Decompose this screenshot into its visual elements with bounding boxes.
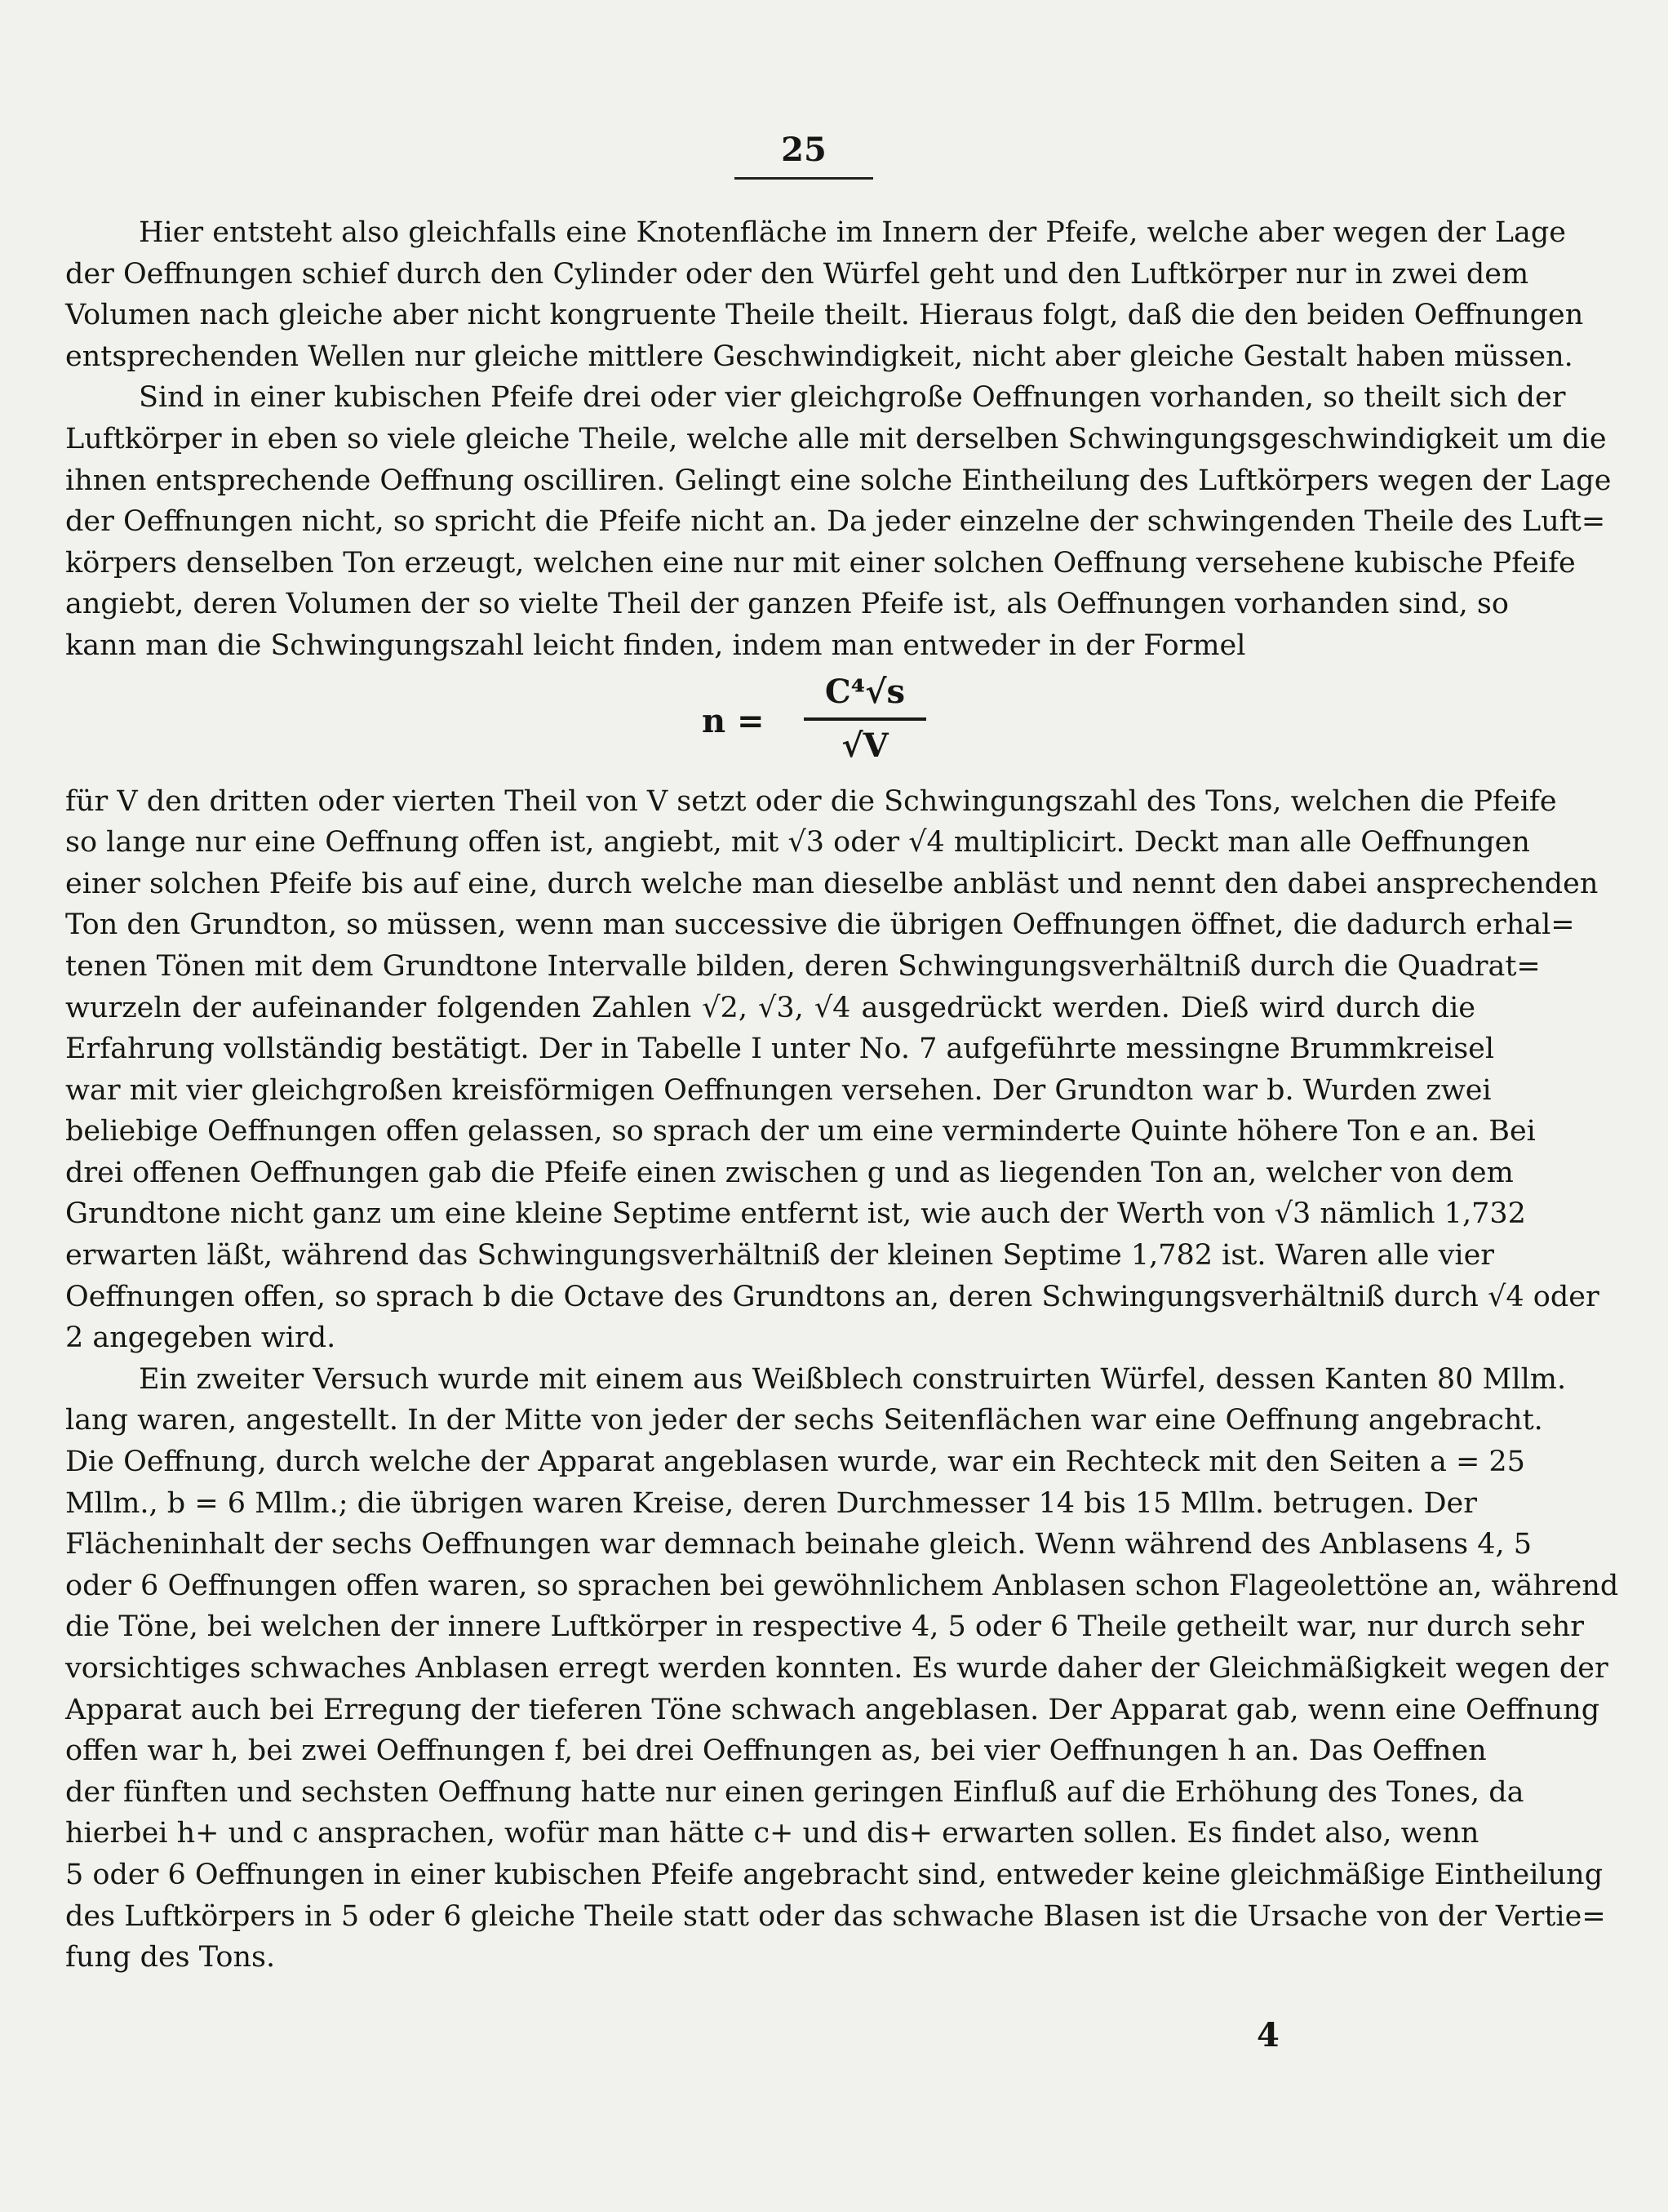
text-line: tenen Tönen mit dem Grundtone Intervalle bilden, deren Schwingungsverhältniß durch die Quadrat= xyxy=(65,949,1541,983)
text-line: die Töne, bei welchen der innere Luftkörper in respective 4, 5 oder 6 Theile getheilt war, nur durch sehr xyxy=(65,1610,1584,1644)
text-line: Volumen nach gleiche aber nicht kongruente Theile theilt. Hieraus folgt, daß die den beiden Oeffnungen xyxy=(65,299,1584,332)
text-line: Sind in einer kubischen Pfeife drei oder vier gleichgroße Oeffnungen vorhanden, so theilt sich der xyxy=(139,381,1566,415)
text-line: lang waren, angestellt. In der Mitte von jeder der sechs Seitenflächen war eine Oeffnung angebracht. xyxy=(65,1404,1543,1437)
text-line: beliebige Oeffnungen offen gelassen, so sprach der um eine verminderte Quinte höhere Ton e an. Bei xyxy=(65,1115,1536,1148)
text-line: für V den dritten oder vierten Theil von V setzt oder die Schwingungszahl des Tons, welchen die Pfeife xyxy=(65,784,1557,818)
text-line: vorsichtiges schwaches Anblasen erregt werden konnten. Es wurde daher der Gleichmäßigkeit wegen der xyxy=(65,1652,1608,1685)
formula-denominator: √V xyxy=(841,726,889,766)
text-line: Ton den Grundton, so müssen, wenn man successive die übrigen Oeffnungen öffnet, die dadurch erhal= xyxy=(65,908,1575,942)
text-line: hierbei h+ und c ansprachen, wofür man hätte c+ und dis+ erwarten sollen. Es findet also, wenn xyxy=(65,1817,1479,1850)
text-line: erwarten läßt, während das Schwingungsverhältniß der kleinen Septime 1,782 ist. Waren alle vier xyxy=(65,1239,1495,1273)
text-line: der Oeffnungen nicht, so spricht die Pfeife nicht an. Da jeder einzelne der schwingenden Theile des Luft= xyxy=(65,505,1606,539)
text-line: körpers denselben Ton erzeugt, welchen eine nur mit einer solchen Oeffnung versehene kubische Pfeife xyxy=(65,546,1576,580)
body-text xyxy=(65,212,1619,1979)
formula-numerator: C⁴√s xyxy=(804,672,926,722)
text-line: Grundtone nicht ganz um eine kleine Septime entfernt ist, wie auch der Werth von √3 nämlich 1,732 xyxy=(65,1197,1526,1231)
text-line: Hier entsteht also gleichfalls eine Knotenfläche im Innern der Pfeife, welche aber wegen der Lage xyxy=(139,216,1566,249)
text-line: fung des Tons. xyxy=(65,1941,276,1974)
text-line: Mllm., b = 6 Mllm.; die übrigen waren Kreise, deren Durchmesser 14 bis 15 Mllm. betrugen. Der xyxy=(65,1486,1478,1520)
text-line: Die Oeffnung, durch welche der Apparat angeblasen wurde, war ein Rechteck mit den Seiten a = 25 xyxy=(65,1446,1525,1479)
text-line: Apparat auch bei Erregung der tieferen Töne schwach angeblasen. Der Apparat gab, wenn eine Oeffnung xyxy=(65,1693,1600,1726)
text-line: so lange nur eine Oeffnung offen ist, angiebt, mit √3 oder √4 multiplicirt. Deckt man alle Oeffnungen xyxy=(65,826,1530,859)
signature-mark: 4 xyxy=(1257,2016,1280,2054)
text-line: der fünften und sechsten Oeffnung hatte nur einen geringen Einfluß auf die Erhöhung des Tones, da xyxy=(65,1775,1524,1809)
text-line: oder 6 Oeffnungen offen waren, so sprachen bei gewöhnlichem Anblasen schon Flageolettöne an, während xyxy=(65,1569,1619,1602)
text-line: Ein zweiter Versuch wurde mit einem aus Weißblech construirten Würfel, dessen Kanten 80 Mllm. xyxy=(139,1362,1567,1396)
text-line: Erfahrung vollständig bestätigt. Der in Tabelle I unter No. 7 aufgeführte messingne Brummkreisel xyxy=(65,1033,1495,1066)
text-line: Flächeninhalt der sechs Oeffnungen war demnach beinahe gleich. Wenn während des Anblasens 4, 5 xyxy=(65,1528,1532,1561)
text-line: wurzeln der aufeinander folgenden Zahlen √2, √3, √4 ausgedrückt werden. Dieß wird durch die xyxy=(65,991,1475,1024)
text-line: Oeffnungen offen, so sprach b die Octave des Grundtons an, deren Schwingungsverhältniß durch √4 oder xyxy=(65,1280,1599,1313)
text-line: einer solchen Pfeife bis auf eine, durch welche man dieselbe anbläst und nennt den dabei ansprechenden xyxy=(65,867,1599,900)
text-line: entsprechenden Wellen nur gleiche mittlere Geschwindigkeit, nicht aber gleiche Gestalt haben müssen. xyxy=(65,340,1573,373)
text-line: angiebt, deren Volumen der so vielte Theil der ganzen Pfeife ist, als Oeffnungen vorhanden sind, so xyxy=(65,588,1509,621)
text-line: Luftkörper in eben so viele gleiche Theile, welche alle mit derselben Schwingungsgeschwindigkeit um die xyxy=(65,422,1607,455)
formula xyxy=(65,667,1475,781)
text-line: offen war h, bei zwei Oeffnungen f, bei drei Oeffnungen as, bei vier Oeffnungen h an. Das Oeffnen xyxy=(65,1735,1487,1768)
text-line: kann man die Schwingungszahl leicht finden, indem man entweder in der Formel xyxy=(65,629,1246,662)
text-line: der Oeffnungen schief durch den Cylinder oder den Würfel geht und den Luftkörper nur in zwei dem xyxy=(65,257,1529,291)
text-line: 2 angegeben wird. xyxy=(65,1321,336,1355)
text-line: ihnen entsprechende Oeffnung oscilliren. Gelingt eine solche Eintheilung des Luftkörpers wegen der Lage xyxy=(65,464,1612,497)
formula-fraction xyxy=(804,672,926,767)
text-line: 5 oder 6 Oeffnungen in einer kubischen Pfeife angebracht sind, entweder keine gleichmäßige Eintheilung xyxy=(65,1858,1604,1891)
text-line: des Luftkörpers in 5 oder 6 gleiche Theile statt oder das schwache Blasen ist die Ursache von der Vertie= xyxy=(65,1899,1606,1933)
page-number: 25 xyxy=(734,131,873,180)
text-line: war mit vier gleichgroßen kreisförmigen Oeffnungen versehen. Der Grundton war b. Wurden zwei xyxy=(65,1073,1492,1107)
text-line: drei offenen Oeffnungen gab die Pfeife einen zwischen g und as liegenden Ton an, welcher von dem xyxy=(65,1156,1514,1189)
formula-lhs: n = xyxy=(702,701,765,740)
